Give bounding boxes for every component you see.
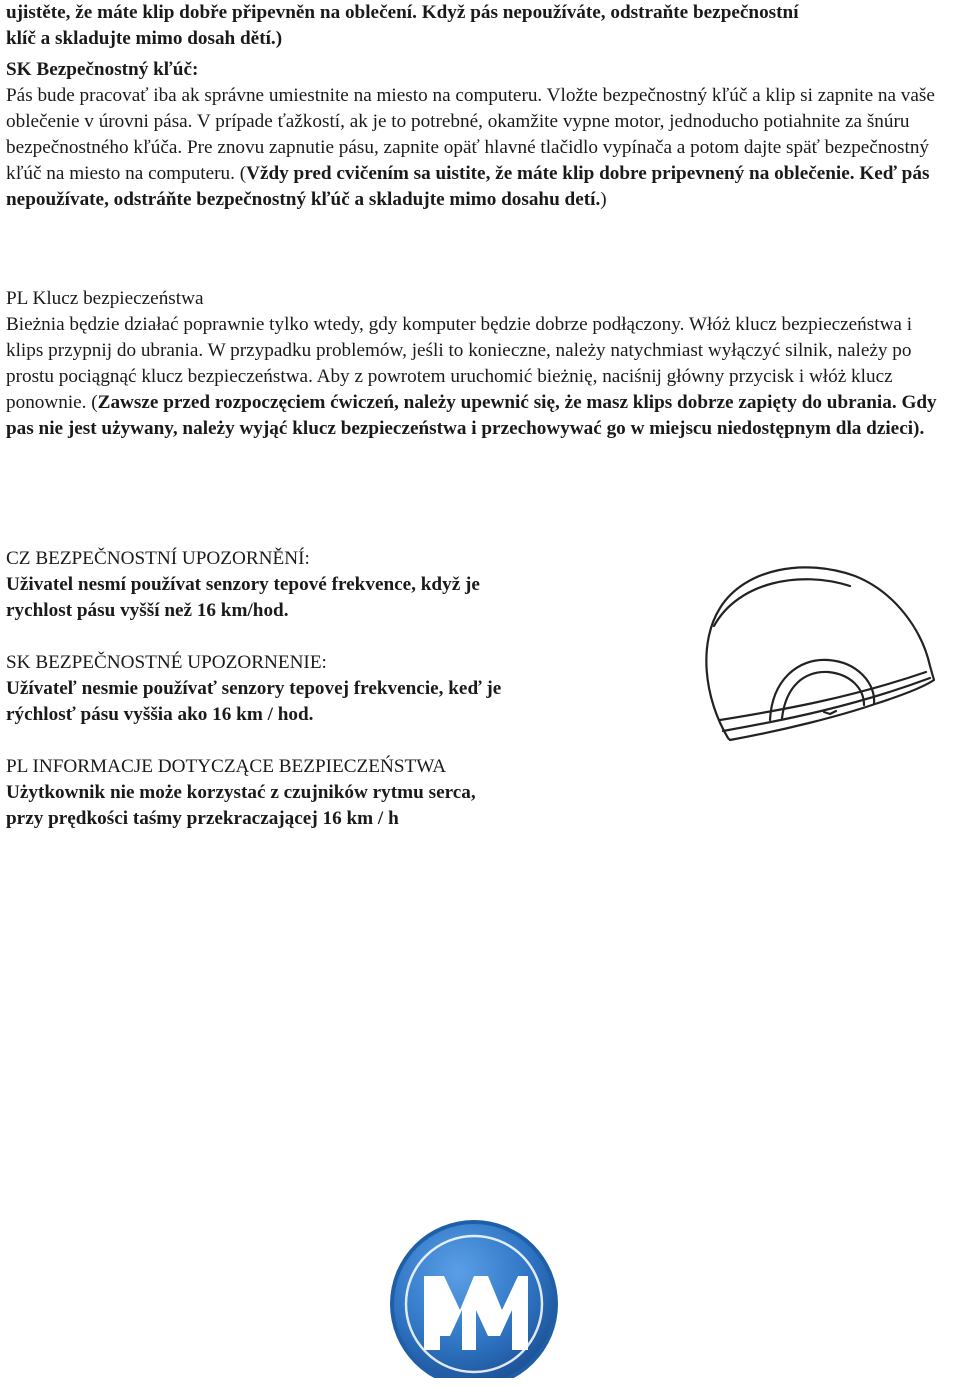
- warning-heading: PL INFORMACJE DOTYCZĄCE BEZPIECZEŃSTWA: [6, 756, 447, 777]
- warning-pl: [6, 754, 646, 832]
- sk-safety-key-text-end: ): [600, 189, 607, 210]
- warning-body: Užívateľ nesmie používať senzory tepovej frekvencie, keď je: [6, 678, 502, 699]
- warning-cz: [6, 546, 646, 624]
- cz-safety-key-tail: [6, 0, 954, 52]
- cz-tail-line: ujistěte, že máte klip dobře připevněn na oblečení. Když pás nepoužíváte, odstraňte bezpečnostní: [6, 2, 799, 23]
- pl-safety-key-paragraph: [6, 312, 954, 442]
- pl-safety-key-heading: PL Klucz bezpieczeństwa: [6, 288, 204, 309]
- sk-safety-key-text: Pás bude pracovať iba ak správne umiestnite na miesto na computeru. Vložte bezpečnostný kľúč a klip si zapnite na vaše oblečenie v úrovni pása. V prípade ťažkostí, ak je to potrebné, okamžite vypne motor, jednoducho potiahnite za šnúru bezpečnostného kľúča. Pre znovu zapnutie pásu, zapnite opäť hlavné tlačidlo vypínača a potom dajte späť bezpečnostný kľúč na miesto na computeru. (: [6, 85, 935, 184]
- pl-safety-key-text: Bieżnia będzie działać poprawnie tylko wtedy, gdy komputer będzie dobrze podłączony. Włóż klucz bezpieczeństwa i klips przypnij do ubrania. W przypadku problemów, jeśli to konieczne, należy natychmiast wyłączyć silnik, należy po prostu pociągnąć klucz bezpieczeństwa. Aby z powrotem uruchomić bieżnię, naciśnij główny przycisk i włóż klucz ponownie. (: [6, 314, 913, 413]
- pl-safety-key-bold-text: Zawsze przed rozpoczęciem ćwiczeń, należy upewnić się, że masz klips dobrze zapięty do ubrania. Gdy pas nie jest używany, należy wyjąć klucz bezpieczeństwa i przechowywać go w miejscu niedostępnym dla dzieci).: [6, 392, 937, 439]
- warning-body: rychlost pásu vyšší než 16 km/hod.: [6, 600, 289, 621]
- sk-safety-key-paragraph: [6, 83, 954, 213]
- safety-warnings: [6, 546, 646, 858]
- sk-safety-key-bold-text: Vždy pred cvičením sa uistite, že máte klip dobre pripevnený na oblečenie. Keď pás nepoužívate, odstráňte bezpečnostný kľúč a skladujte mimo dosahu detí.: [6, 163, 930, 210]
- sk-safety-key-heading: SK Bezpečnostný kľúč:: [6, 59, 199, 80]
- warning-heading: CZ BEZPEČNOSTNÍ UPOZORNĚNÍ:: [6, 548, 310, 569]
- warning-heading: SK BEZPEČNOSTNÉ UPOZORNENIE:: [6, 652, 327, 673]
- cz-tail-line: klíč a skladujte mimo dosah dětí.): [6, 28, 283, 49]
- brand-logo-icon: [388, 1218, 560, 1378]
- safety-key-clip-icon: [690, 548, 950, 748]
- warning-sk: [6, 650, 646, 728]
- warning-body: Uživatel nesmí používat senzory tepové frekvence, když je: [6, 574, 480, 595]
- warning-body: przy prędkości taśmy przekraczającej 16 km / h: [6, 808, 399, 829]
- sk-safety-key-section: [6, 57, 954, 213]
- warning-body: rýchlosť pásu vyššia ako 16 km / hod.: [6, 704, 314, 725]
- pl-safety-key-section: [6, 286, 954, 442]
- warning-body: Użytkownik nie może korzystać z czujników rytmu serca,: [6, 782, 476, 803]
